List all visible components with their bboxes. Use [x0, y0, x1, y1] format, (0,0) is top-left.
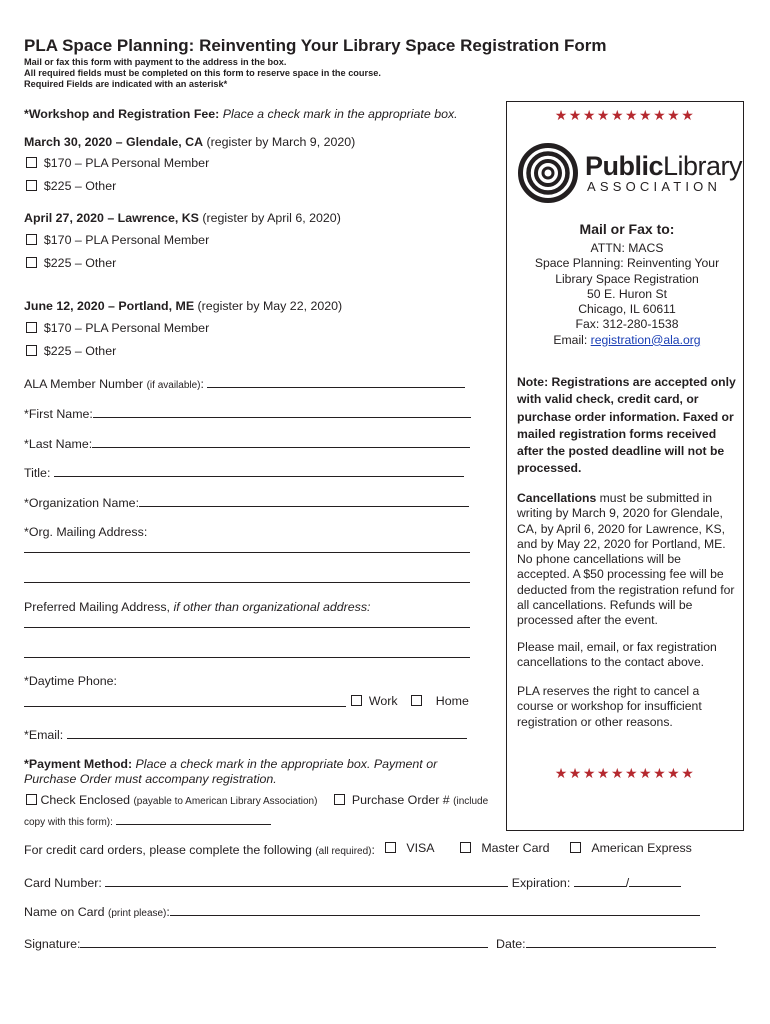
mail-info-box	[506, 101, 744, 831]
registration-note: Note: Registrations are accepted only with valid check, credit card, or purchase order information. Faxed or mailed registration forms received after the posted deadline will not be processed.	[517, 375, 736, 476]
first-name-field[interactable]	[24, 406, 471, 421]
email-input[interactable]	[67, 727, 467, 739]
date-field[interactable]	[496, 936, 716, 951]
field-label: Signature:	[24, 937, 81, 951]
decorative-stars-bottom: ★★★★★★★★★★	[554, 765, 696, 781]
org-address-line-1[interactable]	[24, 540, 470, 553]
logo-rings-icon	[518, 143, 578, 203]
preferred-address-label	[24, 600, 370, 614]
fee-label: *Workshop and Registration Fee:	[24, 107, 220, 121]
field-label: ALA Member Number	[24, 377, 144, 391]
option-label: Purchase Order #	[351, 793, 450, 807]
option-glendale-other[interactable]	[26, 179, 116, 193]
option-label: $170 – PLA Personal Member	[43, 233, 210, 247]
session-deadline: (register by May 22, 2020)	[197, 299, 343, 313]
field-label: Title:	[24, 466, 51, 480]
expiration-year-input[interactable]	[629, 875, 681, 887]
cancellation-heading: Cancellations	[517, 491, 597, 505]
option-lawrence-other[interactable]	[26, 256, 116, 270]
option-label: Master Card	[481, 841, 550, 855]
phone-type-work[interactable]	[351, 694, 398, 708]
first-name-input[interactable]	[93, 406, 471, 418]
option-glendale-member[interactable]	[26, 156, 209, 170]
field-label: *Last Name:	[24, 437, 93, 451]
expiration-label: Expiration:	[511, 876, 571, 890]
name-on-card-field[interactable]: Name on Card (print please):	[24, 904, 700, 919]
ala-member-input[interactable]	[207, 376, 465, 388]
option-portland-other[interactable]	[26, 344, 116, 358]
payment-instructions: Place a check mark in the appropriate box. Payment or	[135, 757, 438, 771]
checkbox[interactable]	[570, 842, 581, 853]
field-label: Preferred Mailing Address,	[24, 600, 171, 614]
card-type-amex[interactable]	[570, 841, 692, 855]
instructions-line-3: Required Fields are indicated with an asterisk*	[24, 79, 228, 89]
session-date: April 27, 2020 – Lawrence, KS	[24, 211, 199, 225]
option-label: VISA	[406, 841, 435, 855]
instructions-line-2: All required fields must be completed on this form to reserve space in the course.	[24, 68, 381, 78]
session-deadline: (register by April 6, 2020)	[202, 211, 341, 225]
credit-card-prompt: For credit card orders, please complete the following (all required):	[24, 843, 375, 857]
checkbox[interactable]	[26, 322, 37, 333]
organization-name-input[interactable]	[139, 495, 469, 507]
option-note: (payable to American Library Association)	[133, 796, 318, 807]
option-label: $225 – Other	[43, 344, 117, 358]
preferred-address-line-1[interactable]	[24, 615, 470, 628]
address-line: Library Space Registration	[555, 271, 699, 286]
option-label: $225 – Other	[43, 179, 117, 193]
checkbox[interactable]	[26, 157, 37, 168]
fee-instructions: Place a check mark in the appropriate box.	[222, 107, 458, 121]
po-note-continued: copy with this form):	[24, 813, 271, 828]
field-label: Card Number:	[24, 876, 102, 890]
payment-heading	[24, 757, 437, 771]
option-label: $170 – PLA Personal Member	[43, 321, 210, 335]
address-line: ATTN: MACS	[590, 241, 664, 255]
session-portland-heading	[24, 299, 342, 313]
mail-address	[517, 241, 737, 348]
signature-field[interactable]	[24, 936, 488, 951]
option-lawrence-member[interactable]	[26, 233, 209, 247]
fee-heading	[24, 107, 458, 121]
address-line: 50 E. Huron St	[587, 286, 667, 301]
session-date: March 30, 2020 – Glendale, CA	[24, 135, 204, 149]
name-on-card-input[interactable]	[170, 904, 700, 916]
cancellation-contact: Please mail, email, or fax registration cancellations to the contact above.	[517, 640, 717, 670]
date-input[interactable]	[526, 936, 716, 948]
checkbox[interactable]	[411, 695, 422, 706]
checkbox[interactable]	[351, 695, 362, 706]
logo-wordmark	[585, 151, 742, 182]
cc-prompt-note: (all required)	[315, 846, 372, 857]
checkbox[interactable]	[26, 794, 37, 805]
payment-instructions-2: Purchase Order must accompany registration.	[24, 772, 277, 786]
phone-type-home[interactable]	[411, 694, 469, 708]
card-number-input[interactable]	[105, 875, 508, 887]
fax-number: Fax: 312-280-1538	[575, 317, 679, 332]
email-link[interactable]: registration@ala.org	[590, 332, 701, 347]
org-address-label: *Org. Mailing Address:	[24, 525, 148, 539]
option-label: Check Enclosed	[40, 793, 130, 807]
phone-input[interactable]	[24, 694, 346, 707]
field-label: Name on Card	[24, 905, 105, 919]
form-title: PLA Space Planning: Reinventing Your Library Space Registration Form	[24, 36, 607, 55]
mail-heading: Mail or Fax to:	[579, 221, 675, 237]
title-field[interactable]	[24, 465, 464, 480]
option-note: (include	[453, 796, 489, 807]
option-label: Work	[368, 694, 398, 708]
payment-check-option[interactable]	[26, 793, 317, 807]
po-number-input[interactable]	[116, 813, 271, 825]
logo-word-library: Library	[663, 151, 743, 181]
decorative-stars-top: ★★★★★★★★★★	[554, 107, 696, 123]
card-type-visa[interactable]	[385, 841, 435, 855]
option-portland-member[interactable]	[26, 321, 209, 335]
email-line	[517, 333, 737, 348]
expiration-month-input[interactable]	[574, 875, 626, 887]
field-note: if other than organizational address:	[173, 600, 371, 614]
payment-label: *Payment Method:	[24, 757, 133, 771]
cancellation-policy	[517, 491, 737, 629]
checkbox[interactable]	[26, 257, 37, 268]
organization-name-field[interactable]	[24, 495, 469, 510]
title-input[interactable]	[54, 465, 464, 477]
field-note: (if available)	[146, 380, 201, 391]
phone-label: *Daytime Phone:	[24, 674, 117, 688]
checkbox[interactable]	[460, 842, 471, 853]
field-label: *First Name:	[24, 407, 93, 421]
checkbox[interactable]	[385, 842, 396, 853]
cc-prompt-text: For credit card orders, please complete the following	[24, 843, 312, 857]
last-name-input[interactable]	[92, 436, 470, 448]
field-note: (print please)	[108, 908, 167, 919]
logo-word-public: Public	[585, 151, 664, 181]
instructions-line-1: Mail or fax this form with payment to the address in the box.	[24, 57, 287, 67]
org-address-line-2[interactable]	[24, 570, 470, 583]
option-label: $225 – Other	[43, 256, 117, 270]
option-note: copy with this form)	[24, 817, 111, 828]
session-lawrence-heading	[24, 211, 341, 225]
field-label: *Organization Name:	[24, 496, 140, 510]
preferred-address-line-2[interactable]	[24, 645, 470, 658]
checkbox[interactable]	[334, 794, 345, 805]
payment-po-option[interactable]	[334, 793, 488, 807]
signature-input[interactable]	[80, 936, 488, 948]
address-line: Space Planning: Reinventing Your	[534, 256, 720, 271]
cancellation-text: must be submitted in writing by March 9, 2020 for Glendale, CA, by April 6, 2020 for Lawrence, KS, and by May 22, 2020 for Portland, ME. No phone cancellations will be accepted. A $50 processing fee will be deducted from the registration refund for all cancellations. Refunds will be processed after the event.	[517, 491, 735, 628]
checkbox[interactable]	[26, 345, 37, 356]
ala-member-field[interactable]: ALA Member Number (if available):	[24, 376, 465, 391]
option-label: American Express	[591, 841, 692, 855]
email-label: Email:	[553, 332, 588, 347]
email-field[interactable]	[24, 727, 467, 742]
logo-association: ASSOCIATION	[587, 179, 722, 194]
field-label: Date:	[496, 937, 526, 951]
option-label: $170 – PLA Personal Member	[43, 156, 210, 170]
pla-reserves-note: PLA reserves the right to cancel a course or workshop for insufficient registration or other reasons.	[517, 684, 702, 729]
field-label: *Email:	[24, 728, 64, 742]
last-name-field[interactable]	[24, 436, 470, 451]
checkbox[interactable]	[26, 234, 37, 245]
card-type-mastercard[interactable]	[460, 841, 550, 855]
checkbox[interactable]	[26, 180, 37, 191]
card-number-field[interactable]: Card Number: Expiration: /	[24, 875, 681, 890]
session-glendale-heading	[24, 135, 355, 149]
option-label: Home	[435, 694, 469, 708]
address-line: Chicago, IL 60611	[578, 302, 676, 317]
session-date: June 12, 2020 – Portland, ME	[24, 299, 195, 313]
session-deadline: (register by March 9, 2020)	[206, 135, 356, 149]
